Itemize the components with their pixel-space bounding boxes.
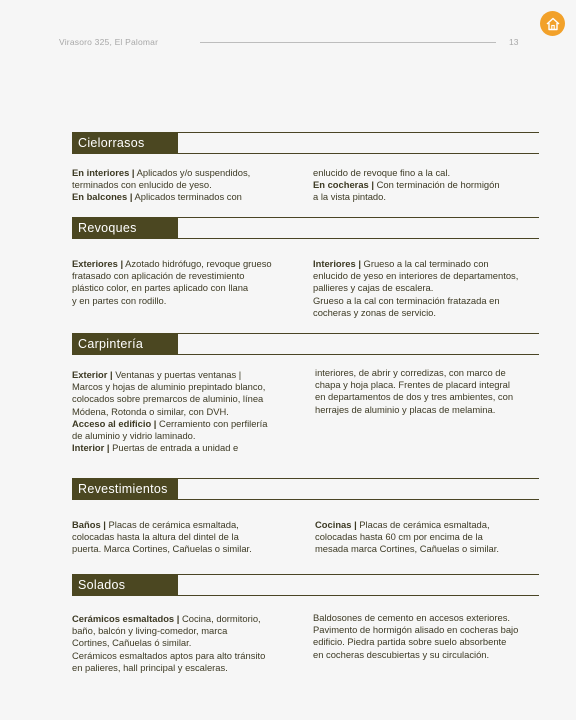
text-line: [313, 624, 553, 636]
section-revestimientos-right-column: [315, 519, 550, 556]
section-title: Revoques: [72, 217, 178, 239]
body-text: plástico color, en partes aplicado con llana: [72, 282, 249, 294]
section-header-solados: [72, 574, 539, 596]
term-label: En balcones |: [72, 191, 133, 203]
section-header-carpinteria: [72, 333, 539, 355]
body-text: a la vista pintado.: [313, 191, 386, 203]
section-header-revestimientos: [72, 478, 539, 500]
header-divider: [200, 42, 496, 43]
text-line: [72, 418, 307, 430]
section-title: Solados: [72, 574, 178, 596]
body-text: Cerramiento con perfilería: [156, 417, 268, 429]
text-line: [72, 637, 307, 649]
text-line: [72, 625, 307, 637]
section-carpinteria-left-column: [72, 369, 307, 454]
body-text: terminados con enlucido de yeso.: [72, 179, 212, 191]
text-line: [72, 179, 307, 191]
text-line: [72, 650, 307, 662]
body-text: en departamentos de dos y tres ambientes, con: [315, 391, 514, 403]
term-label: En interiores |: [72, 167, 135, 178]
section-cielorrasos-right-column: [313, 167, 548, 204]
text-line: [313, 307, 548, 319]
body-text: Aplicados y/o suspendidos,: [134, 167, 251, 178]
body-text: edificio. Piedra partida sobre suelo absorbente: [313, 636, 507, 648]
body-text: cocheras y zonas de servicio.: [313, 306, 436, 318]
body-text: Baldosones de cemento en accesos exteriores.: [313, 612, 510, 623]
text-line: [72, 430, 307, 442]
section-revoques-left-column: [72, 258, 307, 307]
text-line: [315, 391, 550, 403]
term-label: Interiores |: [313, 258, 361, 269]
body-text: mesada marca Cortines, Cañuelas o similar.: [315, 543, 499, 555]
body-text: baño, balcón y living-comedor, marca: [72, 625, 228, 637]
section-title: Carpintería: [72, 333, 178, 355]
text-line: [313, 258, 548, 270]
text-line: [313, 191, 548, 203]
section-carpinteria-right-column: [315, 367, 550, 416]
text-line: [72, 519, 307, 531]
text-line: [72, 258, 307, 270]
text-line: [72, 543, 307, 555]
body-text: pallieres y cajas de escalera.: [313, 282, 434, 294]
body-text: Pavimento de hormigón alisado en cocheras bajo: [313, 624, 519, 636]
text-line: [72, 393, 307, 405]
body-text: Grueso a la cal con terminación fratazada en: [313, 294, 500, 306]
text-line: [315, 519, 550, 531]
body-text: Cortines, Cañuelas ó similar.: [72, 637, 192, 649]
body-text: Azotado hidrófugo, revoque grueso: [123, 258, 272, 269]
term-label: Baños |: [72, 519, 106, 530]
body-text: puerta. Marca Cortines, Cañuelas o similar.: [72, 543, 252, 555]
body-text: Aplicados terminados con: [132, 191, 242, 203]
section-cielorrasos-left-column: [72, 167, 307, 204]
section-title: Revestimientos: [72, 478, 178, 500]
text-line: [313, 612, 553, 624]
text-line: [72, 270, 307, 282]
body-text: Cocina, dormitorio,: [179, 613, 261, 624]
body-text: fratasado con aplicación de revestimiento: [72, 270, 245, 282]
text-line: [313, 167, 548, 179]
term-label: Exteriores |: [72, 258, 124, 269]
text-line: [315, 379, 550, 391]
text-line: [313, 282, 548, 294]
text-line: [72, 442, 307, 454]
term-label: Exterior |: [72, 369, 113, 380]
home-button[interactable]: [540, 11, 565, 36]
term-label: Acceso al edificio |: [72, 417, 157, 429]
body-text: Con terminación de hormigón: [373, 179, 500, 191]
body-text: Grueso a la cal terminado con: [360, 258, 489, 269]
section-solados-right-column: [313, 612, 553, 661]
body-text: interiores, de abrir y corredizas, con marco de: [315, 367, 506, 378]
body-text: Puertas de entrada a unidad e: [109, 442, 239, 454]
document-address: Virasoro 325, El Palomar: [59, 37, 159, 47]
text-line: [315, 367, 550, 379]
body-text: de aluminio y vidrio laminado.: [72, 430, 196, 442]
body-text: enlucido de revoque fino a la cal.: [313, 167, 451, 178]
text-line: [72, 381, 307, 393]
text-line: [72, 191, 307, 203]
text-line: [313, 649, 553, 661]
body-text: herrajes de aluminio y placas de melamina.: [315, 403, 496, 415]
section-header-revoques: [72, 217, 539, 239]
text-line: [315, 543, 550, 555]
body-text: en cocheras descubiertas y su circulación.: [313, 648, 490, 660]
text-line: [315, 531, 550, 543]
term-label: Cerámicos esmaltados |: [72, 613, 180, 624]
page-number: 13: [509, 37, 519, 47]
text-line: [72, 369, 307, 381]
body-text: y en partes con rodillo.: [72, 294, 167, 306]
body-text: Marcos y hojas de aluminio prepintado blanco,: [72, 381, 266, 393]
text-line: [313, 295, 548, 307]
home-icon: [545, 16, 561, 32]
section-title: Cielorrasos: [72, 132, 178, 154]
section-solados-left-column: [72, 613, 307, 674]
body-text: Placas de cerámica esmaltada,: [105, 519, 239, 530]
body-text: colocados sobre premarcos de aluminio, línea: [72, 393, 264, 405]
text-line: [72, 282, 307, 294]
text-line: [72, 531, 307, 543]
text-line: [313, 179, 548, 191]
body-text: Cerámicos esmaltados aptos para alto tránsito: [72, 649, 266, 661]
body-text: Ventanas y puertas ventanas |: [112, 369, 242, 380]
term-label: En cocheras |: [313, 179, 374, 191]
term-label: Interior |: [72, 442, 110, 454]
text-line: [313, 270, 548, 282]
section-revoques-right-column: [313, 258, 548, 319]
text-line: [72, 662, 307, 674]
body-text: Módena, Rotonda o similar, con DVH.: [72, 405, 229, 417]
body-text: colocadas hasta 60 cm por encima de la: [315, 531, 483, 543]
term-label: Cocinas |: [315, 519, 357, 530]
text-line: [72, 406, 307, 418]
section-header-cielorrasos: [72, 132, 539, 154]
text-line: [72, 295, 307, 307]
text-line: [72, 167, 307, 179]
body-text: colocadas hasta la altura del dintel de la: [72, 531, 239, 543]
body-text: Placas de cerámica esmaltada,: [356, 519, 490, 530]
section-revestimientos-left-column: [72, 519, 307, 556]
text-line: [313, 636, 553, 648]
body-text: chapa y hoja placa. Frentes de placard integral: [315, 379, 510, 391]
text-line: [315, 404, 550, 416]
body-text: enlucido de yeso en interiores de departamentos,: [313, 270, 519, 282]
text-line: [72, 613, 307, 625]
body-text: en palieres, hall principal y escaleras.: [72, 661, 228, 673]
